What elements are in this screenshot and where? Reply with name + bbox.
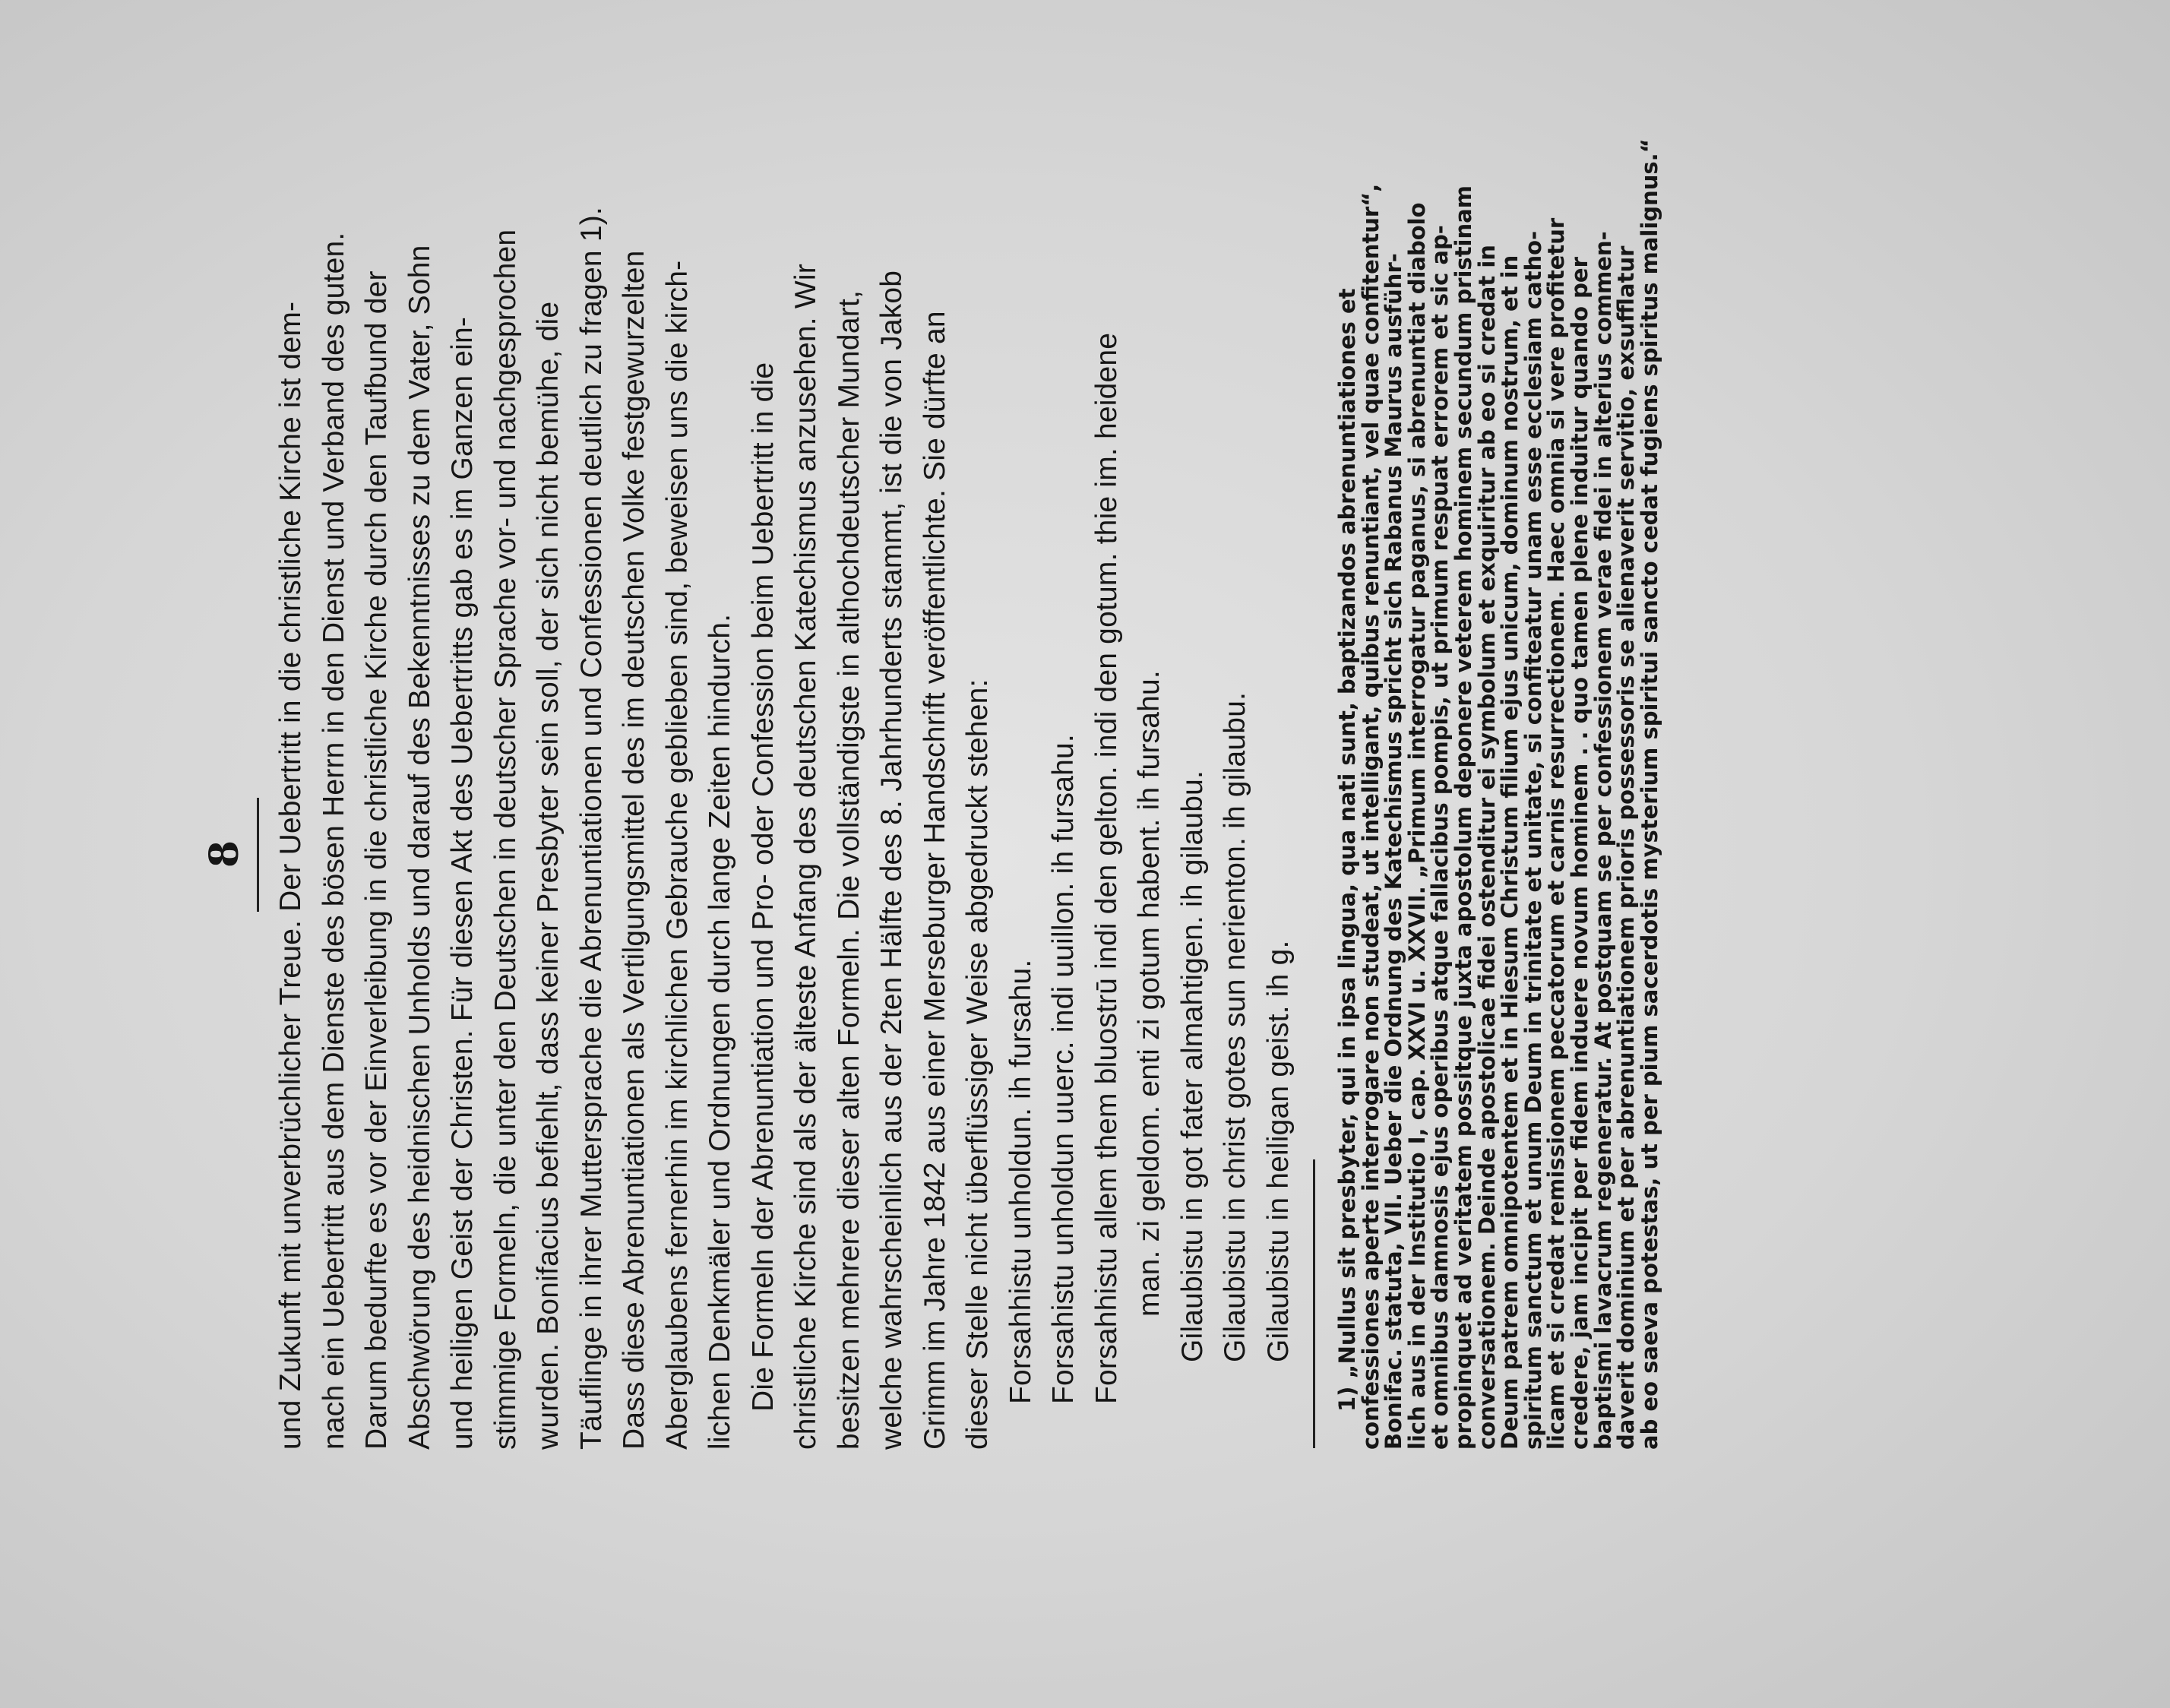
body-line: dieser Stelle nicht überflüssiger Weise abgedruckt stehen:	[961, 678, 994, 1450]
body-line: wurden. Bonifacius befiehlt, dass keiner Presbyter sein soll, der sich nicht bemühe, die	[532, 301, 565, 1450]
footnote-line: lich aus in der Institutio I, cap. XXVI u. XXVII. „Primum interrogatur paganus, si abrenuntiat diabolo	[1403, 202, 1430, 1450]
paragraph-start-line: Die Formeln der Abrenuntiation und Pro- oder Confession beim Uebertritt in die	[746, 362, 780, 1412]
footnote-line: credere, jam incipit per fidem induere novum hominem . . quo tamen plene induitur quando per	[1566, 257, 1593, 1450]
formula-line: Forsahhistu unholdun. ih fursahu.	[1004, 959, 1037, 1404]
footnote-line: propinquet ad veritatem possitque juxta apostolum deponere veterem hominem secundum pristinam	[1450, 185, 1476, 1450]
footnote-line: Bonifac. statuta, VII. Ueber die Ordnung des Katechismus spricht sich Rabanus Maurus ausführ-	[1381, 253, 1407, 1450]
body-text	[270, 6, 1300, 1450]
body-line: Grimm im Jahre 1842 aus einer Merseburger Handschrift veröffentlichte. Sie dürfte an	[918, 311, 951, 1450]
header-rule	[257, 798, 259, 912]
body-line: christliche Kirche sind als der älteste Anfang des deutschen Katechismus anzusehen. Wir	[789, 264, 822, 1450]
footnote-line: 1) „Nullus sit presbyter, qui in ipsa lingua, qua nati sunt, baptizandos abrenuntiationes et	[1334, 288, 1360, 1412]
formula-line: Gilaubistu in got fater almahtigen. ih gilaubu.	[1175, 770, 1209, 1362]
footnote-line: Deum patrem omnipotentem et in Hiesum Christum filium ejus unicum, dominum nostrum, et in	[1497, 255, 1523, 1450]
footnote-line: conversationem. Deinde apostolicae fidei ostenditur ei symbolum et exquiritur ab eo si credat in	[1473, 245, 1500, 1450]
body-line: welche wahrscheinlich aus der 2ten Hälfte des 8. Jahrhunderts stammt, ist die von Jakob	[875, 270, 908, 1450]
footnote-line: licam et si credat remissionem peccatorum et carnis resurrectionem. Haec omnia si vere profitetur	[1543, 217, 1570, 1450]
formula-line: Forsahistu unholdun uuerc. indi uuillon. ih fursahu.	[1047, 734, 1080, 1404]
body-line: Abschwörung des heidnischen Unholds und darauf des Bekenntnisses zu dem Vater, Sohn	[403, 245, 436, 1450]
footnote-line: spiritum sanctum et unum Deum in trinitate et unitate, si confiteatur unam esse ecclesiam catho-	[1520, 230, 1546, 1450]
body-line: besitzen mehrere dieser alten Formeln. Die vollständigste in althochdeutscher Mundart,	[832, 290, 865, 1450]
formula-line: Gilaubistu in christ gotes sun nerienton. ih gilaubu.	[1219, 691, 1251, 1362]
formula-line: Forsahhistu allem them bluostrū indi den gelton. indi den gotum. thie im. heidene	[1090, 332, 1123, 1404]
footnote-rule	[1313, 1159, 1315, 1448]
body-line: lichen Denkmäler und Ordnungen durch lange Zeiten hindurch.	[704, 613, 736, 1450]
body-line: Darum bedurfte es vor der Einverleibung in die christliche Kirche durch den Taufbund der	[360, 270, 393, 1450]
body-line: und Zukunft mit unverbrüchlicher Treue. Der Uebertritt in die christliche Kirche ist dem-	[274, 301, 307, 1450]
footnote-line: baptismi lavacrum regeneratur. At postquam se per confessionem verae fidei in alterius commen-	[1590, 231, 1616, 1450]
body-line: stimmige Formeln, die unter den Deutschen in deutscher Sprache vor- und nachgesprochen	[489, 229, 522, 1450]
footnote	[1336, 6, 1661, 1450]
footnote-line: ab eo saeva potestas, ut per pium sacerdotis mysterium spiritui sancto cedat fugiens spiritus malignus.“	[1636, 138, 1662, 1450]
body-line: Aberglaubens fernerhin im kirchlichen Gebrauche geblieben sind, beweisen uns die kirch-	[660, 260, 694, 1450]
body-line: nach ein Uebertritt aus dem Dienste des bösen Herrn in den Dienst und Verband des guten.	[317, 232, 350, 1450]
footnote-line: et omnibus damnosis ejus operibus atque fallacibus pompis, ut primum respuat errorem et sic ap-	[1427, 225, 1454, 1450]
body-line: und heiligen Geist der Christen. Für diesen Akt des Uebertritts gab es im Ganzen ein-	[446, 316, 479, 1450]
formula-line: man. zi geldom. enti zi gotum habent. ih fursahu.	[1133, 670, 1166, 1317]
body-line: Dass diese Abrenuntiationen als Vertilgungsmittel des im deutschen Volke festgewurzelten	[618, 250, 650, 1450]
body-line: Täuflinge in ihrer Muttersprache die Abrenuntiationen und Confessionen deutlich zu fragen 1).	[574, 207, 608, 1450]
formula-line: Gilaubistu in heiligan geist. ih g.	[1261, 940, 1295, 1362]
footnote-line: confessiones aperte interrogare non studeat, ut intelligant, quibus renuntiant, vel quae confitentur“,	[1357, 183, 1384, 1450]
page-number: 8	[201, 840, 248, 868]
footnote-line: daverit dominium et per abrenuntiationem prioris possessoris se alienaverit servitio, exsufflatur	[1613, 245, 1640, 1450]
